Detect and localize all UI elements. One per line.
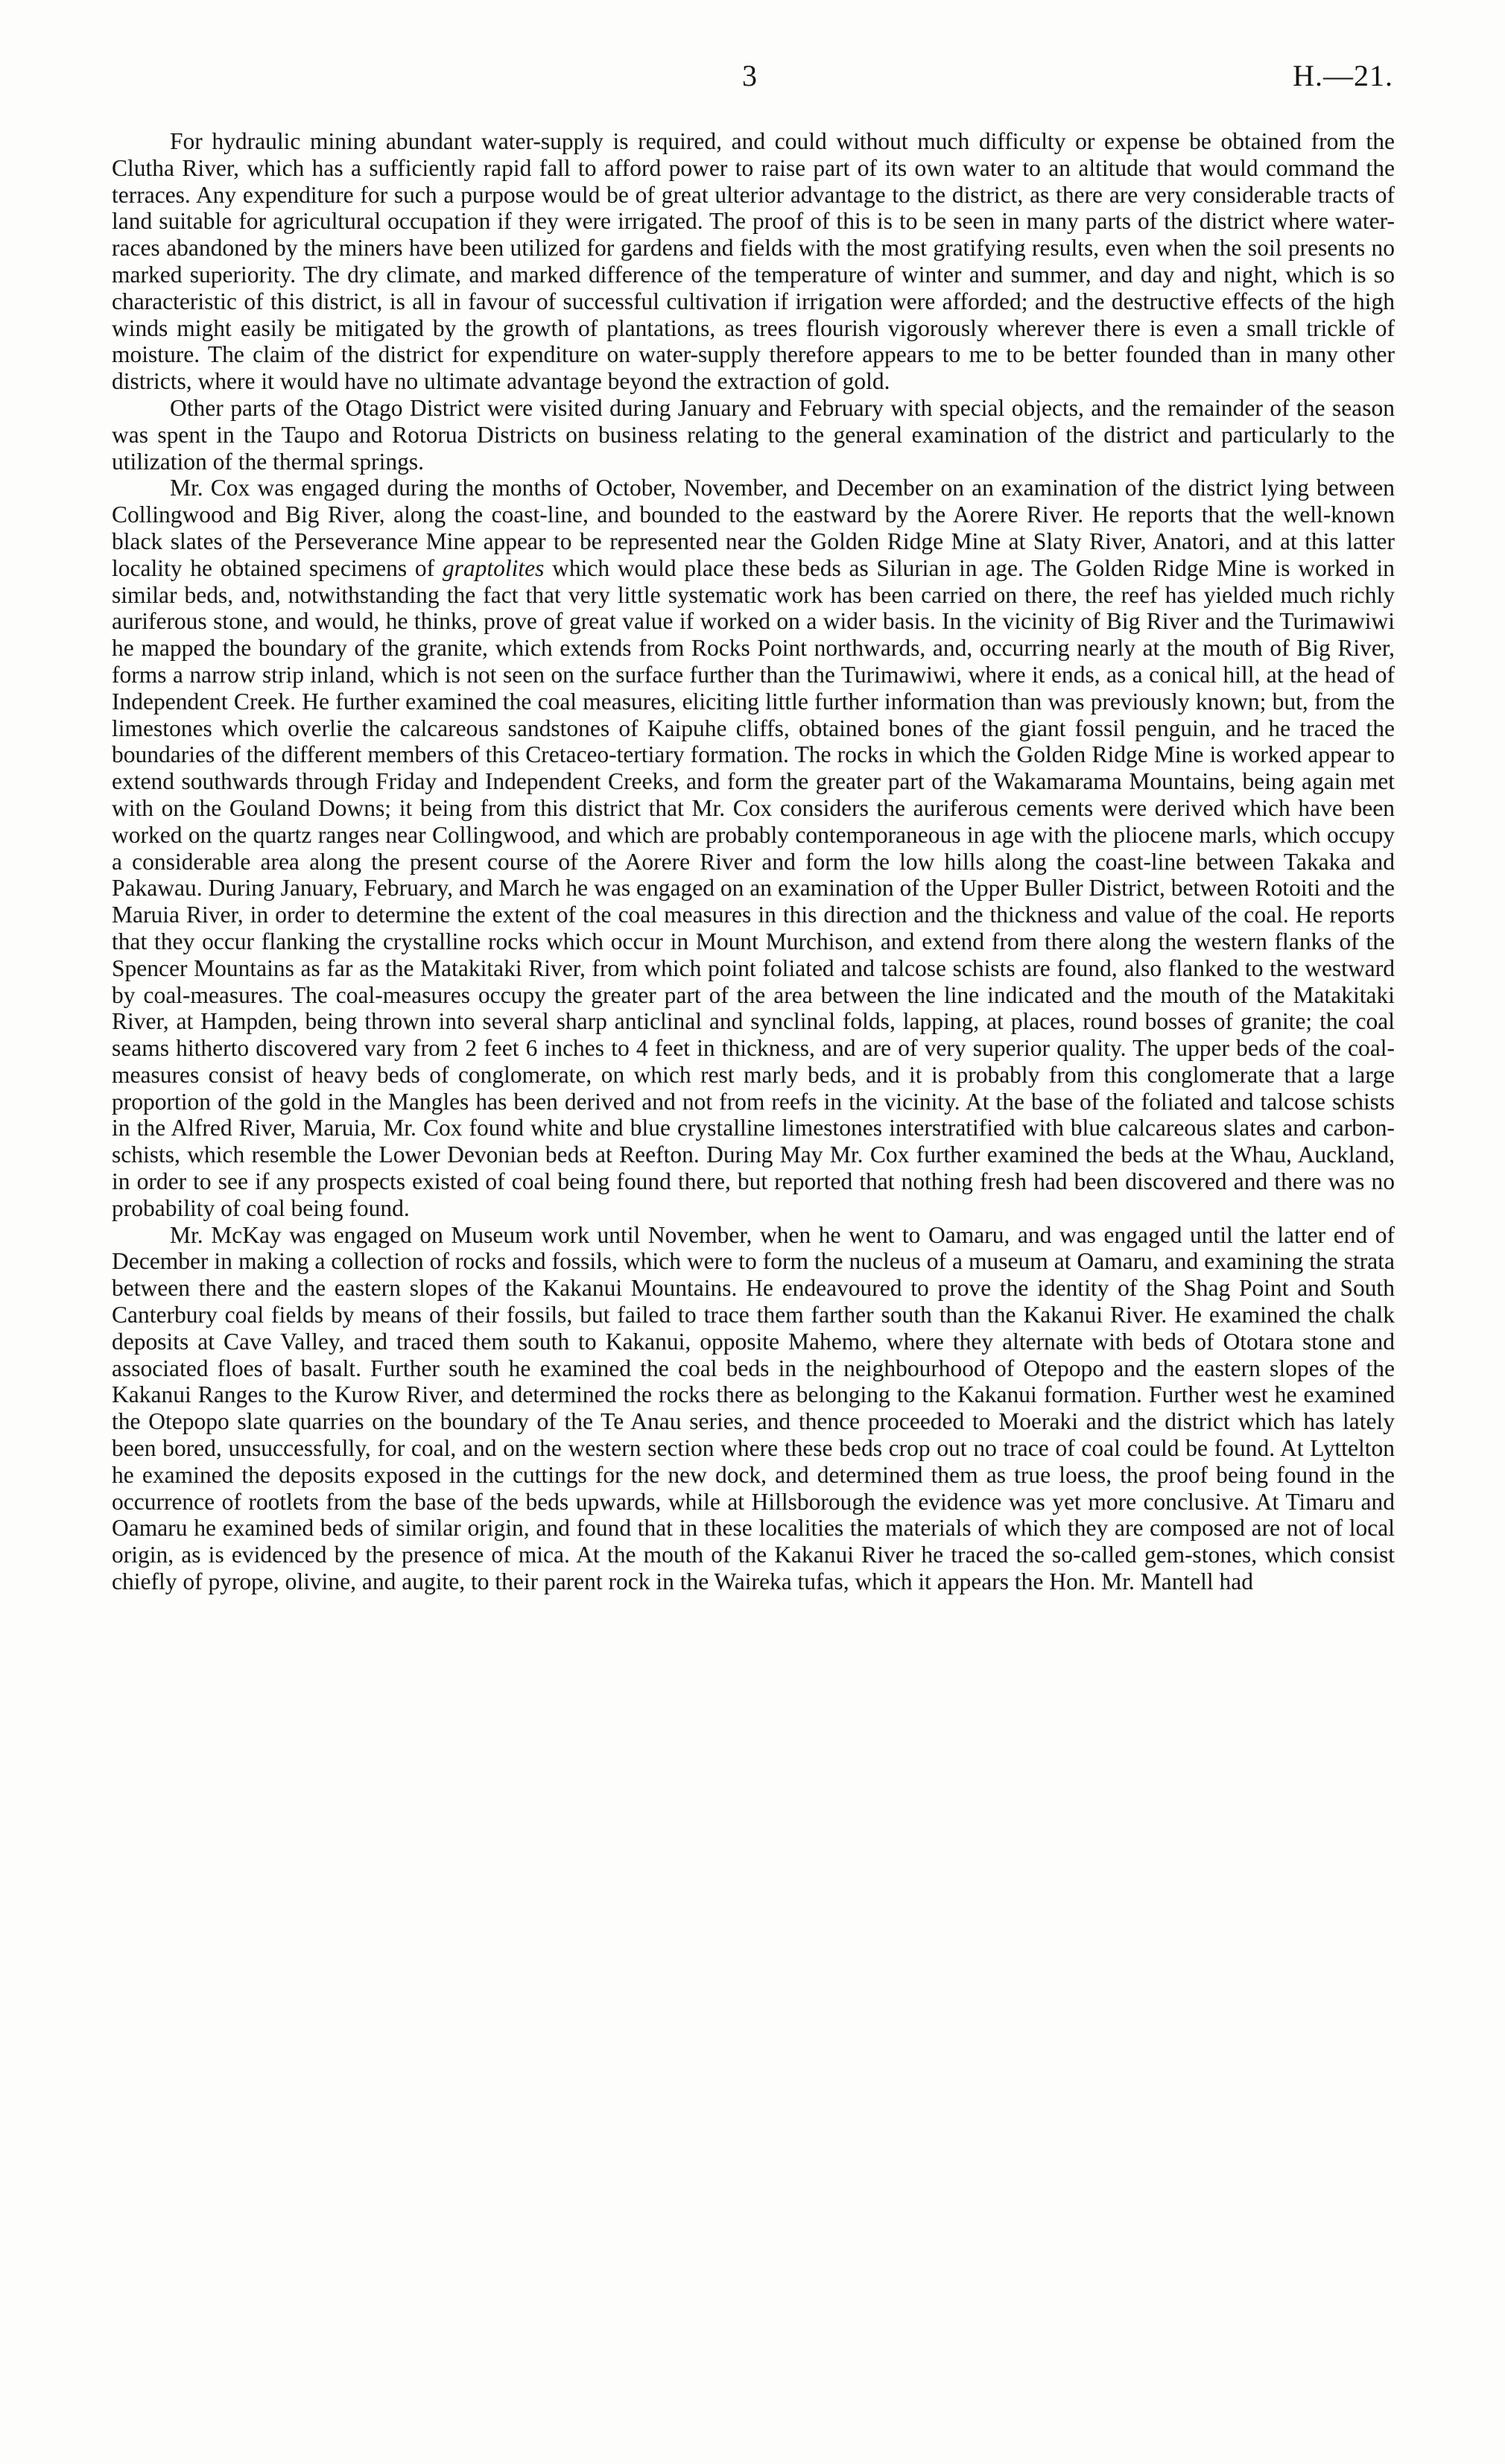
paragraph-text: which would place these beds as Silurian in age. The Golden Ridge Mine is worked in similar beds, and, notwithstanding the fact that very little systematic work has been carried on there, the reef has yielded much richly auriferous stone, and would, he thinks, prove of great value if worked on a wider basis. In the vicinity of Big River and the Turimawiwi he mapped the boundary of the granite, which extends from Rocks Point northwards, and, occurring nearly at the mouth of Big River, forms a narrow strip inland, which is not seen on the surface further than the Turimawiwi, where it ends, as a conical hill, at the head of Independent Creek. He further examined the coal measures, eliciting little further information than was previously known; but, from the limestones which overlie the calcareous sandstones of Kaipuhe cliffs, obtained bones of the giant fossil penguin, and he traced the boundaries of the different members of this Cretaceo-tertiary formation. The rocks in which the Golden Ridge Mine is worked appear to extend southwards through Friday and Independent Creeks, and form the greater part of the Wakamarama Mountains, being again met with on the Gouland Downs; it being from this district that Mr. Cox considers the auriferous cements were derived which have been worked on the quartz ranges near Collingwood, and which are probably contemporaneous in age with the pliocene marls, which occupy a considerable area along the present course of the Aorere River and form the low hills along the coast-line between Takaka and Pakawau. During January, February, and March he was engaged on an examination of the Upper Buller District, between Rotoiti and the Maruia River, in order to determine the extent of the coal measures in this direction and the thickness and value of the coal. He reports that they occur flanking the crystalline rocks which occur in Mount Murchison, and extend from there along the western flanks of the Spencer Mountains as far as the Matakitaki River, from which point foliated and talcose schists are found, also flanked to the westward by coal-measures. The coal-measures occupy the greater part of the area between the line indicated and the mouth of the Matakitaki River, at Hampden, being thrown into several sharp anticlinal and synclinal folds, lapping, at places, round bosses of granite; the coal seams hitherto discovered vary from 2 feet 6 inches to 4 feet in thickness, and are of very superior quality. The upper beds of the coal-measures consist of heavy beds of conglomerate, on which rest marly beds, and it is probably from this conglomerate that a large proportion of the gold in the Mangles has been derived and not from reefs in the vicinity. At the base of the foliated and talcose schists in the Alfred River, Maruia, Mr. Cox found white and blue crystalline limestones interstratified with blue calcareous slates and carbon-schists, which resemble the Lower Devonian beds at Reefton. During May Mr. Cox further examined the beds at the Whau, Auckland, in order to see if any prospects existed of coal being found there, but reported that nothing fresh had been discovered and there was no probability of coal being found. <box>112 554 1395 1221</box>
paragraph-text: For hydraulic mining abundant water-supply is required, and could without much difficulty or expense be obtained from the Clutha River, which has a sufficiently rapid fall to afford power to raise part of its own water to an altitude that would command the terraces. Any expenditure for such a purpose would be of great ulterior advantage to the district, as there are very considerable tracts of land suitable for agricultural occupation if they were irrigated. The proof of this is to be seen in many parts of the district where water-races abandoned by the miners have been utilized for gardens and fields with the most gratifying results, even when the soil presents no marked superiority. The dry climate, and marked difference of the temperature of winter and summer, and day and night, which is so characteristic of this district, is all in favour of successful cultivation if irrigation were afforded; and the destructive effects of the high winds might easily be mitigated by the growth of plantations, as trees flourish vigorously wherever there is even a small trickle of moisture. The claim of the district for expenditure on water-supply therefore appears to me to be better founded than in many other districts, where it would have no ultimate advantage beyond the extraction of gold. <box>112 128 1395 395</box>
paragraph-text: Mr. Cox was engaged during the months of October, November, and December on an examination of the district lying between Collingwood and Big River, along the coast-line, and bounded to the eastward by the Aorere River. He reports that the well-known black slates of the Perseverance Mine appear to be represented near the Golden Ridge Mine at Slaty River, Anatori, and at this latter locality he obtained specimens of <box>112 475 1395 581</box>
italic-term: graptolites <box>442 554 545 581</box>
paragraph-mr-mckay <box>112 1222 1395 1595</box>
page-header <box>0 58 1505 103</box>
paragraph-mr-cox <box>112 475 1395 1221</box>
paragraph-hydraulic-mining <box>112 128 1395 395</box>
document-reference: H.—21. <box>1293 59 1393 92</box>
paragraph-otago-district <box>112 395 1395 475</box>
page-number: 3 <box>742 59 757 92</box>
body-text <box>112 128 1395 1595</box>
paragraph-text: Other parts of the Otago District were visited during January and February with special objects, and the remainder of the season was spent in the Taupo and Rotorua Districts on business relating to the general examination of the district and particularly to the utilization of the thermal springs. <box>112 394 1395 475</box>
paragraph-text: Mr. McKay was engaged on Museum work until November, when he went to Oamaru, and was engaged until the latter end of December in making a collection of rocks and fossils, which were to form the nucleus of a museum at Oamaru, and examining the strata between there and the eastern slopes of the Kakanui Mountains. He endeavoured to prove the identity of the Shag Point and South Canterbury coal fields by means of their fossils, but failed to trace them farther south than the Kakanui River. He examined the chalk deposits at Cave Valley, and traced them south to Kakanui, opposite Mahemo, where they alternate with beds of Ototara stone and associated floes of basalt. Further south he examined the coal beds in the neighbourhood of Otepopo and the eastern slopes of the Kakanui Ranges to the Kurow River, and determined the rocks there as belonging to the Kakanui formation. Further west he examined the Otepopo slate quarries on the boundary of the Te Anau series, and thence proceeded to Moeraki and the district which has lately been bored, unsuccessfully, for coal, and on the western section where these beds crop out no trace of coal could be found. At Lyttelton he examined the deposits exposed in the cuttings for the new dock, and determined them as true loess, the proof being found in the occurrence of rootlets from the base of the beds upwards, while at Hillsborough the evidence was yet more conclusive. At Timaru and Oamaru he examined beds of similar origin, and found that in these localities the materials of which they are composed are not of local origin, as is evidenced by the presence of mica. At the mouth of the Kakanui River he traced the so-called gem-stones, which consist chiefly of pyrope, olivine, and augite, to their parent rock in the Waireka tufas, which it appears the Hon. Mr. Mantell had <box>112 1221 1395 1595</box>
